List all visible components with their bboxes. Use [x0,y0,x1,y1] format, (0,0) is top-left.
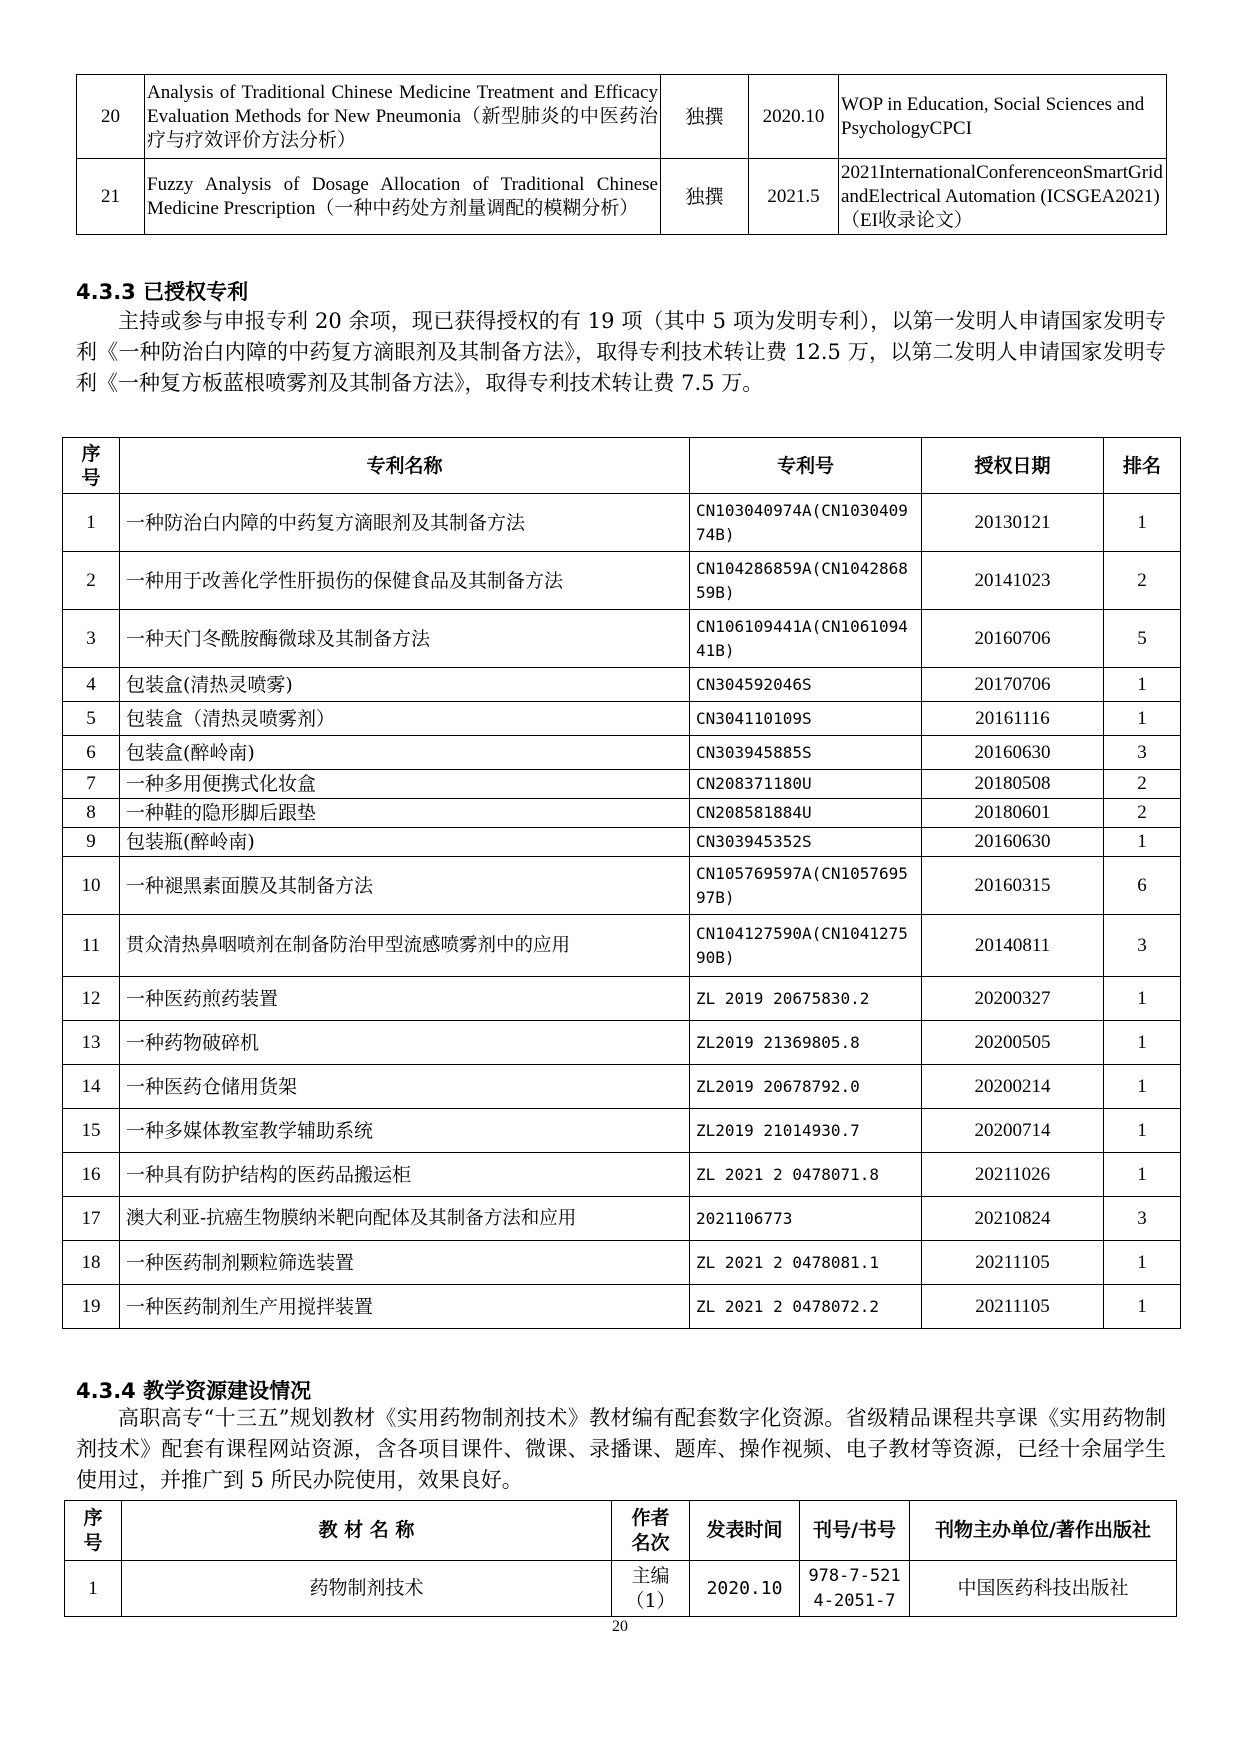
table-row [63,736,1181,770]
paper-date: 2021.5 [749,159,839,235]
patent-no: 15 [63,1109,120,1153]
patent-date: 20141023 [922,552,1104,610]
patent-rank: 2 [1104,552,1181,610]
patent-date: 20161116 [922,702,1104,736]
patent-no: 17 [63,1197,120,1241]
patent-number: CN304592046S [690,668,922,702]
patent-no: 10 [63,857,120,915]
patent-rank: 6 [1104,857,1181,915]
patent-rank: 2 [1104,799,1181,828]
paper-role: 独撰 [661,75,749,159]
patent-date: 20200327 [922,977,1104,1021]
table-row [77,75,1167,159]
patent-number: CN208371180U [690,770,922,799]
patent-date: 20200214 [922,1065,1104,1109]
table-row [63,1021,1181,1065]
patent-rank: 1 [1104,828,1181,857]
patent-number: ZL 2021 2 0478071.8 [690,1153,922,1197]
table-row [63,1241,1181,1285]
patent-date: 20180508 [922,770,1104,799]
patent-name: 一种医药制剂颗粒筛选装置 [120,1241,690,1285]
paper-venue: 2021InternationalConferenceonSmartGridandElectrical Automation (ICSGEA2021)（EI收录论文） [839,159,1167,235]
table-row [63,610,1181,668]
table-row [63,1065,1181,1109]
patent-date: 20200505 [922,1021,1104,1065]
paper-no: 20 [77,75,145,159]
patent-number: ZL2019 21014930.7 [690,1109,922,1153]
header-publisher: 刊物主办单位/著作出版社 [910,1501,1177,1561]
textbook-name: 药物制剂技术 [122,1561,612,1617]
textbooks-table [64,1500,1177,1617]
table-row [63,494,1181,552]
patent-rank: 1 [1104,1241,1181,1285]
table-header-row [65,1501,1177,1561]
header-author: 作者名次 [612,1501,690,1561]
patent-number: ZL 2019 20675830.2 [690,977,922,1021]
patent-no: 9 [63,828,120,857]
patent-name: 一种鞋的隐形脚后跟垫 [120,799,690,828]
patent-name: 一种具有防护结构的医药品搬运柜 [120,1153,690,1197]
patent-date: 20140811 [922,915,1104,977]
patent-number: ZL 2021 2 0478081.1 [690,1241,922,1285]
header-rank: 排名 [1104,438,1181,494]
patent-number: CN106109441A(CN106109441B) [690,610,922,668]
paper-title: Analysis of Traditional Chinese Medicine Treatment and Efficacy Evaluation Methods for New Pneumonia（新型肺炎的中医药治疗与疗效评价方法分析） [145,75,661,159]
textbook-isbn: 978-7-5214-2051-7 [800,1561,910,1617]
table-row [63,977,1181,1021]
patent-number: CN208581884U [690,799,922,828]
patent-date: 20211026 [922,1153,1104,1197]
patent-date: 20160315 [922,857,1104,915]
table-row [63,915,1181,977]
patent-name: 包装盒(醉岭南) [120,736,690,770]
paper-venue: WOP in Education, Social Sciences and PsychologyCPCI [839,75,1167,159]
patent-date: 20160630 [922,828,1104,857]
patent-name: 一种防治白内障的中药复方滴眼剂及其制备方法 [120,494,690,552]
header-name: 教 材 名 称 [122,1501,612,1561]
patent-no: 2 [63,552,120,610]
patent-number: ZL 2021 2 0478072.2 [690,1285,922,1329]
table-row [65,1561,1177,1617]
patent-number: CN304110109S [690,702,922,736]
table-row [63,1109,1181,1153]
patent-date: 20200714 [922,1109,1104,1153]
patent-name: 一种多用便携式化妆盒 [120,770,690,799]
textbook-date: 2020.10 [690,1561,800,1617]
patent-name: 澳大利亚-抗癌生物膜纳米靶向配体及其制备方法和应用 [120,1197,690,1241]
patent-date: 20170706 [922,668,1104,702]
patent-no: 8 [63,799,120,828]
textbook-publisher: 中国医药科技出版社 [910,1561,1177,1617]
paper-role: 独撰 [661,159,749,235]
patent-no: 4 [63,668,120,702]
table-header-row [63,438,1181,494]
paper-title: Fuzzy Analysis of Dosage Allocation of Traditional Chinese Medicine Prescription（一种中药处方剂量调配的模糊分析） [145,159,661,235]
section-paragraph-patents: 主持或参与申报专利 20 余项，现已获得授权的有 19 项（其中 5 项为发明专利），以第一发明人申请国家发明专利《一种防治白内障的中药复方滴眼剂及其制备方法》，取得专利技术转让费 12.5 万，以第二发明人申请国家发明专利《一种复方板蓝根喷雾剂及其制备方法》，取得专利技术转让费 7.5 万。 [76,309,1166,395]
patent-no: 6 [63,736,120,770]
patent-name: 一种医药煎药装置 [120,977,690,1021]
patent-name: 一种天门冬酰胺酶微球及其制备方法 [120,610,690,668]
patent-number: ZL2019 20678792.0 [690,1065,922,1109]
patent-date: 20180601 [922,799,1104,828]
table-row [77,159,1167,235]
table-row [63,770,1181,799]
patent-date: 20160706 [922,610,1104,668]
patent-date: 20211105 [922,1285,1104,1329]
page-number: 20 [612,1618,628,1635]
patent-rank: 2 [1104,770,1181,799]
header-isbn: 刊号/书号 [800,1501,910,1561]
patent-no: 16 [63,1153,120,1197]
patent-number: CN104127590A(CN104127590B) [690,915,922,977]
paper-date: 2020.10 [749,75,839,159]
table-row [63,1153,1181,1197]
papers-table [76,74,1167,235]
table-row [63,552,1181,610]
patent-no: 3 [63,610,120,668]
patent-rank: 1 [1104,1153,1181,1197]
table-row [63,702,1181,736]
patent-name: 一种用于改善化学性肝损伤的保健食品及其制备方法 [120,552,690,610]
header-number: 专利号 [690,438,922,494]
patent-no: 18 [63,1241,120,1285]
patent-rank: 3 [1104,1197,1181,1241]
table-row [63,828,1181,857]
patent-rank: 3 [1104,736,1181,770]
section-heading-patents: 4.3.3 已授权专利 [76,280,249,304]
table-row [63,1197,1181,1241]
patent-name: 贯众清热鼻咽喷剂在制备防治甲型流感喷雾剂中的应用 [120,915,690,977]
patent-number: CN104286859A(CN104286859B) [690,552,922,610]
patent-name: 一种医药制剂生产用搅拌装置 [120,1285,690,1329]
patent-number: ZL2019 21369805.8 [690,1021,922,1065]
header-date: 授权日期 [922,438,1104,494]
patent-rank: 5 [1104,610,1181,668]
patent-name: 包装瓶(醉岭南) [120,828,690,857]
patent-no: 12 [63,977,120,1021]
textbook-no: 1 [65,1561,122,1617]
patent-no: 13 [63,1021,120,1065]
patent-date: 20211105 [922,1241,1104,1285]
table-row [63,857,1181,915]
patent-rank: 1 [1104,1109,1181,1153]
table-row [63,668,1181,702]
patent-name: 包装盒(清热灵喷雾) [120,668,690,702]
patent-no: 14 [63,1065,120,1109]
patent-rank: 1 [1104,1065,1181,1109]
patent-number: CN103040974A(CN103040974B) [690,494,922,552]
patent-rank: 1 [1104,1021,1181,1065]
section-heading-teaching: 4.3.4 教学资源建设情况 [76,1379,312,1403]
patent-number: CN303945885S [690,736,922,770]
header-no: 序号 [65,1501,122,1561]
patent-no: 5 [63,702,120,736]
table-row [63,799,1181,828]
patents-table [62,437,1181,1329]
patent-name: 一种药物破碎机 [120,1021,690,1065]
paper-no: 21 [77,159,145,235]
patent-no: 1 [63,494,120,552]
patent-number: 2021106773 [690,1197,922,1241]
patent-name: 一种褪黑素面膜及其制备方法 [120,857,690,915]
patent-rank: 3 [1104,915,1181,977]
patent-no: 19 [63,1285,120,1329]
patent-name: 一种多媒体教室教学辅助系统 [120,1109,690,1153]
section-paragraph-teaching: 高职高专“十三五”规划教材《实用药物制剂技术》教材编有配套数字化资源。省级精品课程共享课《实用药物制剂技术》配套有课程网站资源，含各项目课件、微课、录播课、题库、操作视频、电子教材等资源，已经十余届学生使用过，并推广到 5 所民办院使用，效果良好。 [76,1406,1166,1492]
patent-number: CN303945352S [690,828,922,857]
header-date: 发表时间 [690,1501,800,1561]
patent-rank: 1 [1104,668,1181,702]
header-no: 序号 [63,438,120,494]
patent-no: 7 [63,770,120,799]
patent-date: 20210824 [922,1197,1104,1241]
table-row [63,1285,1181,1329]
patent-number: CN105769597A(CN105769597B) [690,857,922,915]
textbook-author: 主编（1） [612,1561,690,1617]
patent-rank: 1 [1104,977,1181,1021]
patent-rank: 1 [1104,494,1181,552]
patent-name: 包装盒（清热灵喷雾剂） [120,702,690,736]
patent-date: 20160630 [922,736,1104,770]
patent-date: 20130121 [922,494,1104,552]
patent-rank: 1 [1104,702,1181,736]
patent-rank: 1 [1104,1285,1181,1329]
patent-name: 一种医药仓储用货架 [120,1065,690,1109]
header-name: 专利名称 [120,438,690,494]
patent-no: 11 [63,915,120,977]
